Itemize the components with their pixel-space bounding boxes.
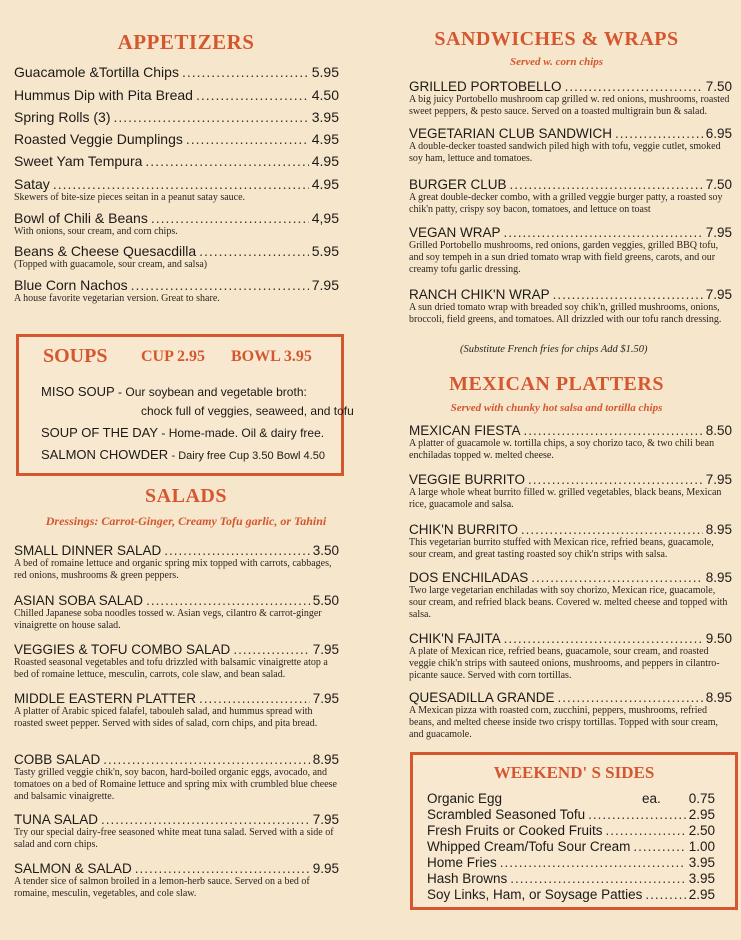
item-price: 3.95 (688, 871, 715, 886)
item-price: 3.95 (688, 855, 715, 870)
leader-dots (103, 752, 309, 767)
mexican-subtitle: Served with chunky hot salsa and tortilla chips (450, 402, 663, 414)
item-name: Roasted Veggie Dumplings (14, 131, 183, 147)
mexican-heading: MEXICAN PLATTERS (449, 373, 664, 395)
menu-item (409, 225, 732, 276)
leader-dots (500, 855, 686, 870)
leader-dots (510, 177, 703, 192)
sandwiches-heading: SANDWICHES & WRAPS (434, 28, 679, 50)
soup-line (41, 425, 324, 440)
item-price: 8.95 (705, 570, 732, 585)
item-name: Spring Rolls (3) (14, 109, 111, 125)
item-price: 0.75 (688, 791, 715, 806)
item-name: Fresh Fruits or Cooked Fruits (427, 823, 603, 838)
item-name: VEGGIE BURRITO (409, 472, 526, 487)
item-price: 7.95 (705, 287, 732, 302)
item-description: A great double-decker combo, with a grilled veggie burger patty, a roasted soy chik'n patty, crispy soy bacon, tomatoes, and lettuce on toast (409, 192, 723, 215)
menu-item (14, 593, 339, 632)
item-name: Sweet Yam Tempura (14, 153, 143, 169)
item-description: Chilled Japanese soba noodles tossed w. Asian vegs, cilantro & carrot-ginger vinaigrette on house salad. (14, 608, 322, 631)
item-name: Whipped Cream/Tofu Sour Cream (427, 839, 631, 854)
substitute-note: (Substitute French fries for chips Add $1.50) (460, 344, 648, 355)
item-description: A sun dried tomato wrap with breaded soy chik'n, grilled mushrooms, onions, broccoli, field greens, and tomatoes. All drizzled with our tofu ranch dressing. (409, 302, 722, 325)
item-description: A large whole wheat burrito filled w. grilled vegetables, black beans, Mexican rice, guacamole and salsa. (409, 487, 722, 510)
item-name: ASIAN SOBA SALAD (14, 593, 144, 608)
menu-item (14, 64, 339, 80)
menu-item (409, 423, 732, 462)
menu-item (14, 153, 339, 169)
leader-dots (199, 243, 309, 259)
salads-subtitle: Dressings: Carrot-Ginger, Creamy Tofu garlic, or Tahini (45, 514, 327, 528)
soup-line (41, 384, 307, 399)
item-name: VEGETARIAN CLUB SANDWICH (409, 126, 613, 141)
item-description: A Mexican pizza with roasted corn, zucchini, peppers, mushrooms, refried beans, and melted cheese inside two crispy tortillas. Topped with sour cream, and guacamole. (409, 705, 719, 740)
item-description: A platter of guacamole w. tortilla chips, a soy chorizo taco, & two chili bean enchiladas topped w. melted cheese. (409, 438, 715, 461)
soup-desc: - Our soybean and vegetable broth: (118, 385, 307, 399)
side-item (427, 871, 715, 886)
item-price: 2.95 (688, 807, 715, 822)
weekend-sides-heading: WEEKEND' S SIDES (493, 763, 655, 782)
item-price: 4.50 (311, 87, 339, 103)
item-description: Two large vegetarian enchiladas with soy chorizo, Mexican rice, guacamole, sour cream, and refried black beans. Covered w. melted cheese and topped with salsa. (409, 585, 728, 620)
item-name: SMALL DINNER SALAD (14, 543, 162, 558)
item-name: CHIK'N BURRITO (409, 522, 518, 537)
leader-dots (524, 423, 703, 438)
menu-item (14, 861, 339, 900)
item-description: Skewers of bite-size pieces seitan in a peanut satay sauce. (14, 192, 246, 203)
leader-dots (615, 126, 703, 141)
leader-dots (131, 277, 309, 293)
item-price: 2.95 (688, 887, 715, 902)
item-description: Roasted seasonal vegetables and tofu drizzled with balsamic vinaigrette atop a bed of romaine lettuce, mesculin, carrots, cole slaw, and bean salad. (14, 657, 328, 680)
soup-desc: - Home-made. Oil & dairy free. (161, 426, 325, 440)
item-name: DOS ENCHILADAS (409, 570, 529, 585)
soup-desc: chock full of veggies, seaweed, and tofu (141, 404, 354, 418)
menu-item (409, 287, 732, 326)
item-price: 7.50 (705, 177, 732, 192)
item-price: 2.50 (688, 823, 715, 838)
item-name: CHIK'N FAJITA (409, 631, 501, 646)
item-name: GRILLED PORTOBELLO (409, 79, 562, 94)
item-description: Try our special dairy-free seasoned white meat tuna salad. Served with a side of salad and corn chips. (14, 827, 334, 850)
item-name: Scrambled Seasoned Tofu (427, 807, 586, 822)
leader-dots (531, 570, 702, 585)
item-price: 1.00 (688, 839, 715, 854)
item-description: With onions, sour cream, and corn chips. (14, 226, 178, 237)
menu-item (409, 690, 732, 741)
item-price: 8.95 (312, 752, 339, 767)
leader-dots (504, 225, 703, 240)
leader-dots (164, 543, 309, 558)
menu-item (14, 277, 339, 305)
leader-dots (53, 176, 309, 192)
item-name: VEGAN WRAP (409, 225, 501, 240)
soup-name: SOUP OF THE DAY (41, 425, 159, 440)
menu-item (409, 631, 732, 682)
side-item (427, 855, 715, 870)
menu-item (14, 752, 339, 803)
item-price: 7.95 (705, 472, 732, 487)
menu-item (409, 177, 732, 216)
menu-item (409, 570, 732, 621)
menu-item (14, 87, 339, 103)
soup-line (41, 447, 325, 462)
item-name: TUNA SALAD (14, 812, 99, 827)
item-price: 7.95 (312, 691, 339, 706)
item-name: SALMON & SALAD (14, 861, 132, 876)
side-item (427, 823, 715, 838)
leader-dots (510, 871, 685, 886)
item-price: 4.95 (311, 153, 339, 169)
leader-dots (521, 522, 703, 537)
leader-dots (146, 593, 310, 608)
item-price: 3.50 (312, 543, 339, 558)
leader-dots (565, 79, 703, 94)
menu-item (409, 126, 732, 165)
leader-dots (606, 823, 686, 838)
item-name: Beans & Cheese Quesacdilla (14, 243, 197, 259)
salads-heading: SALADS (145, 485, 227, 507)
item-price: 5.95 (311, 243, 339, 259)
item-name: Hummus Dip with Pita Bread (14, 87, 193, 103)
item-name: RANCH CHIK'N WRAP (409, 287, 550, 302)
leader-dots (504, 631, 703, 646)
item-price: 7.95 (705, 225, 732, 240)
item-price: 9.95 (312, 861, 339, 876)
item-description: A tender sice of salmon broiled in a lemon-herb sauce. Served on a bed of romaine, mesculin, vegetables, and cole slaw. (14, 876, 310, 899)
item-description: This vegetarian burrito stuffed with Mexican rice, refried beans, guacamole, sour cream, and great tasting roasted soy chik'n strips with salsa. (409, 537, 714, 560)
item-price: 8.95 (705, 522, 732, 537)
soups-heading: SOUPS (43, 345, 108, 367)
item-price: 7.50 (705, 79, 732, 94)
item-name: Organic Egg (427, 791, 503, 806)
soups-cup-price: CUP 2.95 (141, 348, 205, 365)
leader-dots (101, 812, 310, 827)
leader-dots (196, 87, 309, 103)
soup-desc: - Dairy free Cup 3.50 Bowl 4.50 (171, 450, 325, 462)
item-name: MEXICAN FIESTA (409, 423, 521, 438)
item-name: MIDDLE EASTERN PLATTER (14, 691, 197, 706)
item-price: 4,95 (311, 210, 339, 226)
item-name: Soy Links, Ham, or Soysage Patties (427, 887, 643, 902)
soups-box (16, 334, 354, 476)
side-item (427, 839, 715, 854)
menu-item (14, 176, 339, 204)
leader-dots (558, 690, 703, 705)
leader-dots (528, 472, 703, 487)
item-description: A bed of romaine lettuce and organic spring mix topped with carrots, cabbages, red onions, mushrooms & green peppers. (14, 558, 332, 581)
weekend-sides-box (410, 752, 738, 910)
item-name: Bowl of Chili & Beans (14, 210, 148, 226)
item-price: 7.95 (312, 642, 339, 657)
item-name: BURGER CLUB (409, 177, 507, 192)
soup-name: MISO SOUP (41, 384, 115, 399)
item-description: (Topped with guacamole, sour cream, and salsa) (14, 259, 208, 270)
soup-line (141, 404, 354, 418)
leader-dots (182, 64, 309, 80)
side-item (427, 807, 715, 822)
item-description: Tasty grilled veggie chik'n, soy bacon, hard-boiled organic eggs, avocado, and tomatoes on a bed of Romaine lettuce and spring mix with crumbled blue cheese and balsamic vinaigrette. (14, 767, 337, 802)
sandwiches-subtitle: Served w. corn chips (509, 56, 604, 68)
menu-item (14, 109, 339, 125)
leader-dots (145, 153, 308, 169)
item-description: Grilled Portobello mushrooms, red onions, garden veggies, grilled BBQ tofu, and soy tempeh in a sun dried tomato wrap with field greens, carots, and our creamy tofu garlic dressing. (409, 240, 719, 275)
soup-name: SALMON CHOWDER (41, 447, 169, 462)
leader-dots (135, 861, 310, 876)
item-name: Satay (14, 176, 50, 192)
side-item (427, 887, 715, 902)
menu-item (14, 131, 339, 147)
item-price: 3.95 (311, 109, 339, 125)
menu-item (14, 812, 339, 851)
side-item (427, 791, 715, 806)
item-description: A double-decker toasted sandwich piled high with tofu, veggie cutlet, smoked soy ham, lettuce and tomatoes. (409, 141, 721, 164)
item-price: 7.95 (312, 812, 339, 827)
leader-dots (633, 839, 685, 854)
item-name: QUESADILLA GRANDE (409, 690, 555, 705)
item-price: 8.50 (705, 423, 732, 438)
item-price: 4.95 (311, 176, 339, 192)
item-price: 4.95 (311, 131, 339, 147)
item-price: 8.95 (705, 690, 732, 705)
leader-dots (186, 131, 309, 147)
item-description: A plate of Mexican rice, refried beans, guacamole, sour cream, and roasted veggie chik'n strips with sauteed onions, mushrooms, and peppers in cilantro-picante sauce. Served with corn tortillas. (409, 646, 720, 681)
leader-dots (645, 887, 685, 902)
item-name: COBB SALAD (14, 752, 101, 767)
leader-dots (588, 807, 686, 822)
menu-item (409, 472, 732, 511)
item-price: 7.95 (311, 277, 339, 293)
item-unit: ea. (641, 791, 661, 806)
item-description: A house favorite vegetarian version. Great to share. (14, 293, 220, 304)
menu-item (14, 210, 339, 238)
item-name: VEGGIES & TOFU COMBO SALAD (14, 642, 231, 657)
item-name: Home Fries (427, 855, 497, 870)
leader-dots (113, 109, 308, 125)
item-price: 6.95 (705, 126, 732, 141)
menu-item (14, 243, 339, 271)
item-name: Hash Browns (427, 871, 508, 886)
soups-bowl-price: BOWL 3.95 (231, 348, 312, 365)
item-price: 5.95 (311, 64, 339, 80)
item-description: A platter of Arabic spiced falafel, tabouleh salad, and hummus spread with roasted sweet pepper. Served with sides of salad, corn chips, and pita bread. (14, 706, 318, 729)
item-description: A big juicy Portobello mushroom cap grilled w. red onions, mushrooms, roasted sweet peppers, & pesto sauce. Served on a toasted multigrain bun & salad. (409, 94, 730, 117)
appetizers-heading: APPETIZERS (117, 30, 255, 54)
leader-dots (233, 642, 309, 657)
leader-dots (151, 210, 309, 226)
menu-item (409, 79, 732, 118)
item-price: 5.50 (312, 593, 339, 608)
menu-item (409, 522, 732, 561)
item-name: Guacamole &Tortilla Chips (14, 64, 179, 80)
menu-item (14, 543, 339, 582)
leader-dots (553, 287, 703, 302)
leader-dots (199, 691, 310, 706)
item-price: 9.50 (705, 631, 732, 646)
menu-item (14, 691, 339, 730)
item-name: Blue Corn Nachos (14, 277, 128, 293)
menu-item (14, 642, 339, 681)
